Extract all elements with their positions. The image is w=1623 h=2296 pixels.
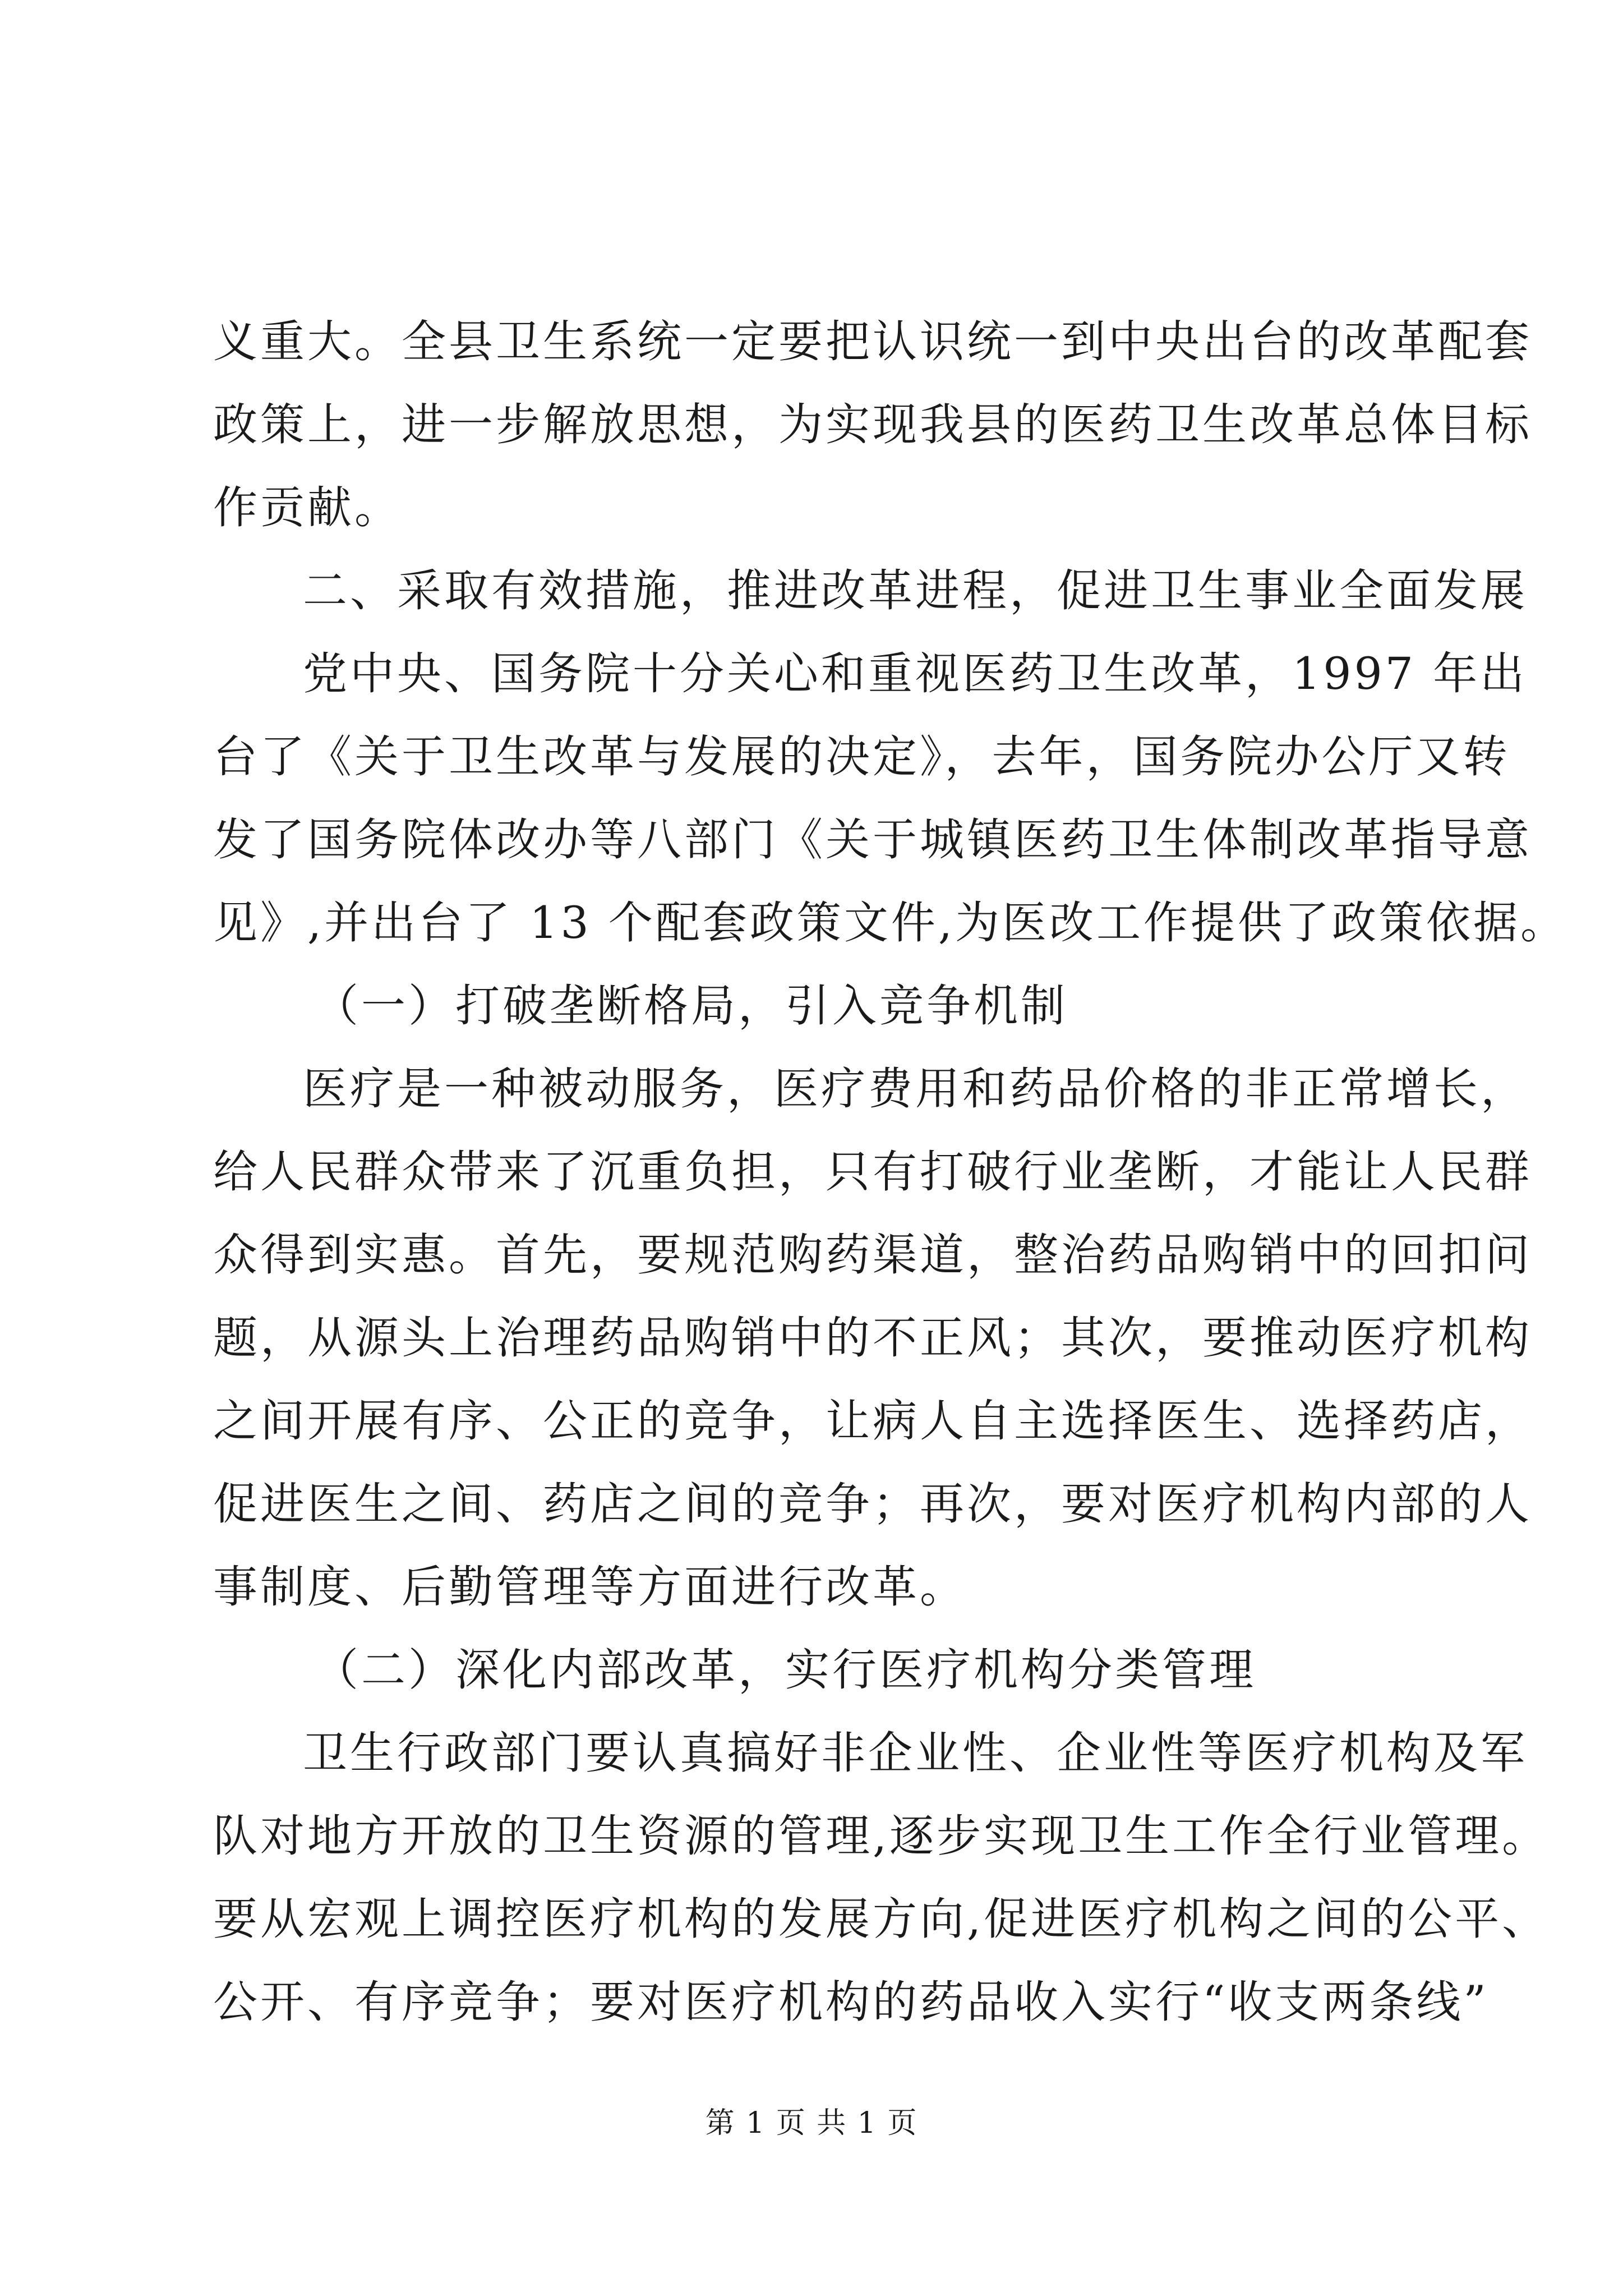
body-line: 要从宏观上调控医疗机构的发展方向,促进医疗机构之间的公平、: [213, 1893, 1550, 1945]
body-line: 事制度、后勤管理等方面进行改革。: [213, 1561, 967, 1613]
body-line: 发了国务院体改办等八部门《关于城镇医药卫生体制改革指导意: [213, 814, 1532, 866]
page-footer: 第 1 页 共 1 页: [705, 2106, 918, 2140]
body-line: 作贡献。: [213, 482, 402, 533]
subsection-heading: （二）深化内部改革，实行医疗机构分类管理: [314, 1644, 1256, 1696]
body-line: 台了《关于卫生改革与发展的决定》，去年，国务院办公厅又转: [213, 731, 1510, 783]
subsection-heading: （一）打破垄断格局，引入竞争机制: [314, 980, 1068, 1032]
document-body: [213, 300, 1567, 2044]
body-line: 义重大。全县卫生系统一定要把认识统一到中央出台的改革配套: [213, 316, 1532, 367]
body-line: 队对地方开放的卫生资源的管理,逐步实现卫生工作全行业管理。: [213, 1810, 1550, 1862]
body-line: 众得到实惠。首先，要规范购药渠道，整治药品购销中的回扣问: [213, 1229, 1532, 1281]
body-line: 之间开展有序、公正的竞争，让病人自主选择医生、选择药店，: [213, 1395, 1532, 1447]
body-line: 卫生行政部门要认真搞好非企业性、企业性等医疗机构及军: [303, 1727, 1528, 1779]
body-line: 题，从源头上治理药品购销中的不正风；其次，要推动医疗机构: [213, 1312, 1532, 1364]
body-line: 党中央、国务院十分关心和重视医药卫生改革，1997 年出: [303, 648, 1528, 700]
body-line: 政策上，进一步解放思想，为实现我县的医药卫生改革总体目标: [213, 399, 1532, 450]
body-line: 公开、有序竞争；要对医疗机构的药品收入实行“收支两条线”: [213, 1976, 1489, 2028]
body-line: 促进医生之间、药店之间的竞争；再次，要对医疗机构内部的人: [213, 1478, 1532, 1530]
body-line: 见》,并出台了 13 个配套政策文件,为医改工作提供了政策依据。: [213, 897, 1567, 949]
body-line: 医疗是一种被动服务，医疗费用和药品价格的非正常增长，: [303, 1063, 1528, 1115]
body-line: 给人民群众带来了沉重负担，只有打破行业垄断，才能让人民群: [213, 1146, 1532, 1198]
section-heading: 二、采取有效措施，推进改革进程，促进卫生事业全面发展: [303, 565, 1528, 616]
